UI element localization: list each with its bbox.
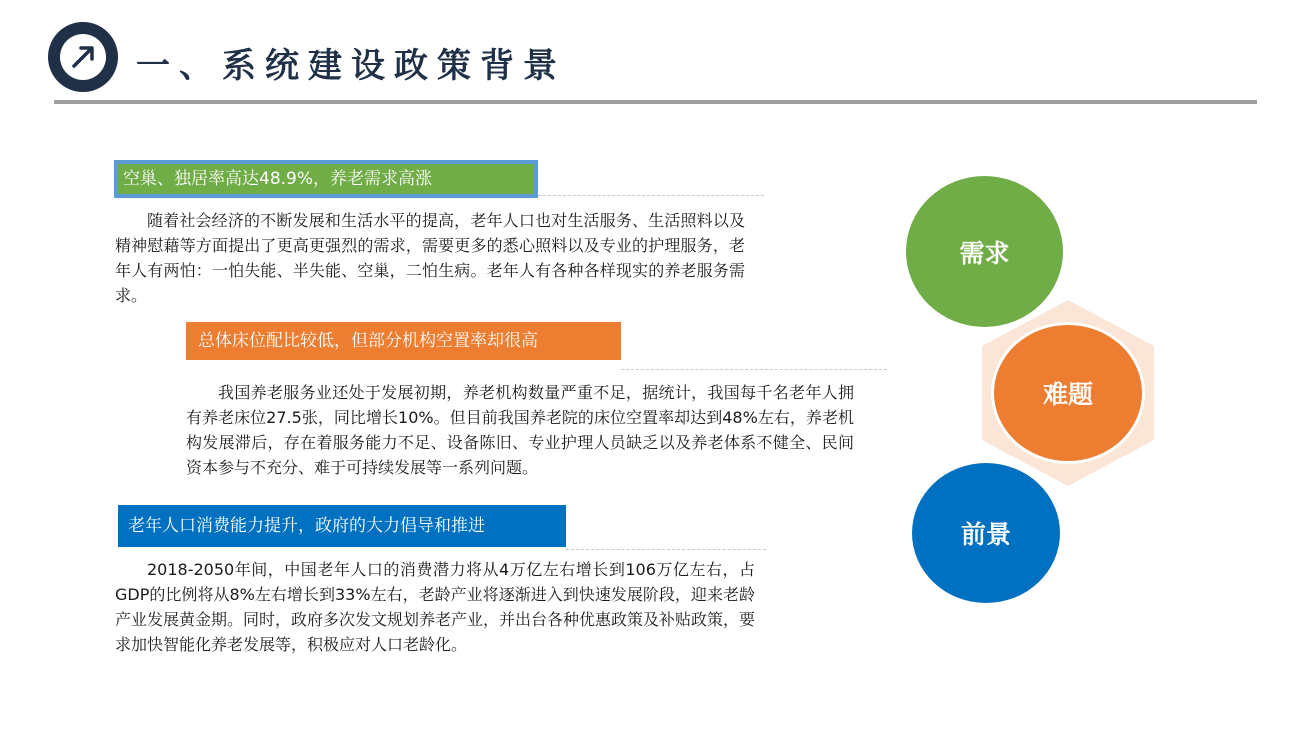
circle-demand: 需求 bbox=[906, 176, 1063, 327]
section-text-prospect: 2018-2050年间，中国老年人口的消费潜力将从4万亿左右增长到106万亿左右，占GDP的比例将从8%左右增长到33%左右，老龄产业将逐渐进入到快速发展阶段，迎来老龄产业发展黄金期。同时，政府多次发文规划养老产业，并出台各种优惠政策及补贴政策，要求加快智能化养老发展等，积极应对人口老龄化。 bbox=[115, 560, 756, 654]
circle-prospect: 前景 bbox=[912, 463, 1060, 603]
section-text-demand: 随着社会经济的不断发展和生活水平的提高，老年人口也对生活服务、生活照料以及精神慰藉等方面提出了更高更强烈的需求，需要更多的悉心照料以及专业的护理服务，老年人有两怕：一怕失能、半失能、空巢，二怕生病。老年人有各种各样现实的养老服务需求。 bbox=[115, 211, 745, 305]
section-label-demand-text: 空巢、独居率高达48.9%，养老需求高涨 bbox=[118, 164, 534, 194]
title-divider bbox=[54, 100, 1257, 104]
dashed-divider bbox=[621, 369, 887, 370]
circle-difficulty: 难题 bbox=[991, 322, 1145, 464]
dashed-divider bbox=[538, 195, 764, 196]
page-title: 一、系统建设政策背景 bbox=[136, 46, 566, 86]
dashed-divider bbox=[566, 549, 766, 550]
section-label-difficulty: 总体床位配比较低，但部分机构空置率却很高 bbox=[186, 322, 621, 360]
arrow-up-right-icon bbox=[60, 34, 106, 80]
section-text-difficulty: 我国养老服务业还处于发展初期，养老机构数量严重不足，据统计，我国每千名老年人拥有养老床位27.5张，同比增长10%。但目前我国养老院的床位空置率却达到48%左右，养老机构发展滞后，存在着服务能力不足、设备陈旧、专业护理人员缺乏以及养老体系不健全、民间资本参与不充分、难于可持续发展等一系列问题。 bbox=[186, 383, 854, 477]
section-label-demand bbox=[114, 160, 538, 198]
section-label-prospect: 老年人口消费能力提升，政府的大力倡导和推进 bbox=[118, 505, 566, 547]
